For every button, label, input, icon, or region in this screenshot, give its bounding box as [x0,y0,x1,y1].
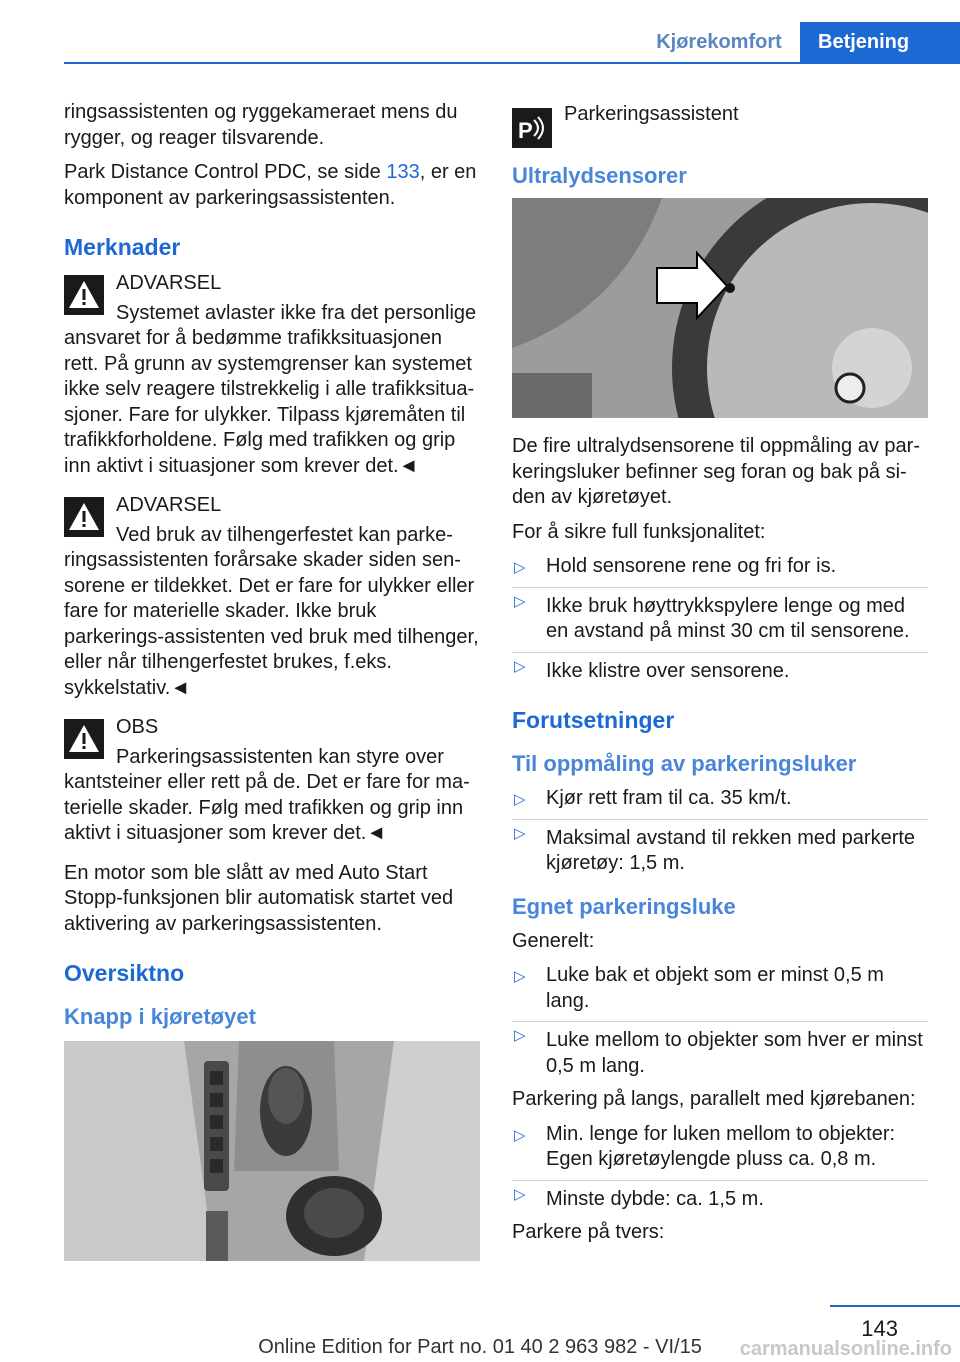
list-item [512,652,928,685]
oversikt-heading: Oversiktno [64,960,185,986]
parallel-parking-label: Parkering på langs, parallelt med kjørebanen: [512,1088,916,1110]
warning-triangle-icon [64,719,104,759]
knapp-heading: Knapp i kjøretøyet [64,1004,256,1029]
auto-start-paragraph: En motor som ble slått av med Auto Start Stopp-funksjonen blir automatisk startet ved aktivering av parkeringsassistenten. [64,861,454,935]
caution-note-3 [64,715,480,847]
list-item-text: Min. lenge for luken mellom to objekter: Egen kjøretøylengde pluss ca. 0,8 m. [546,1122,896,1170]
ultralyd-heading: Ultralydsensorer [512,163,687,188]
note-1-body: Systemet avlaster ikke fra det personlige ansvaret for å bedømme trafikksituasjonen rett. På grunn av systemgrenser kan systemet ikke selv reagere tilstrekkelig i alle trafikksitua-sjoner. Fare for ulykker. Tilpass kjøremåten til trafikkforholdene. Følg med trafikken og grip inn aktivt i situasjoner som krever det.◄ [64,301,477,477]
bullet-marker: ▷ [514,1185,526,1203]
park-assist-label: Parkeringsassistent [564,103,739,125]
sensor-paragraph: De fire ultralydsensorene til oppmåling av par-keringsluker befinner seg foran og bak på si-den av kjøretøyet. [512,435,920,508]
list-item [512,963,928,1014]
list-item-text: Hold sensorene rene og fri for is. [546,555,837,577]
bullet-marker: ▷ [514,824,526,842]
measurement-conditions-list [512,786,928,877]
list-item [512,554,928,580]
list-item [512,1122,928,1173]
list-item-text: Ikke bruk høyttrykkspylere lenge og med en avstand på minst 30 cm til sensorene. [546,594,910,642]
console-photo [64,1041,480,1261]
park-assist-button-row [512,100,928,150]
list-item [512,819,928,877]
perpendicular-parking-label: Parkere på tvers: [512,1221,665,1243]
footer-rule [830,1305,960,1307]
right-column [512,100,928,1255]
intro-paragraph: ringsassistenten og ryggekameraet mens du rygger, og reager tilsvarende. [64,101,458,149]
tab-kjorekomfort[interactable]: Kjørekomfort [656,31,782,53]
list-item [512,786,928,812]
warning-triangle-icon [64,497,104,537]
park-assist-icon[interactable] [512,108,552,148]
bullet-marker: ▷ [514,592,526,610]
list-item-text: Luke bak et objekt som er minst 0,5 m lang. [546,964,884,1012]
list-item-text: Ikke klistre over sensorene. [546,659,790,682]
bullet-marker: ▷ [514,1027,526,1044]
page-133-link[interactable]: 133 [386,161,420,183]
list-item-text: Maksimal avstand til rekken med parkerte kjøretøy: 1,5 m. [546,826,916,874]
list-item-text: Kjør rett fram til ca. 35 km/t. [546,787,792,809]
warning-triangle-icon [64,275,104,315]
note-3-title: OBS [116,716,159,738]
page-number: 143 [861,1316,898,1341]
edition-footer: Online Edition for Part no. 01 40 2 963 982 - VI/15 [258,1336,702,1358]
bullet-marker: ▷ [514,657,526,675]
list-item-text: Luke mellom to objekter som hver er minst 0,5 m lang. [546,1029,923,1077]
general-gap-list [512,963,928,1079]
forutsetninger-heading: Forutsetninger [512,707,675,733]
pdc-text-before: Park Distance Control PDC, se side [64,161,387,183]
merknader-heading: Merknader [64,234,181,260]
pdc-paragraph [64,160,480,211]
list-item [512,1180,928,1213]
bullet-marker: ▷ [514,559,526,576]
pdc-text-after: , er en komponent av parkeringsassistenten. [64,161,477,209]
egnet-heading: Egnet parkeringsluke [512,893,736,919]
list-item [512,587,928,645]
watermark: carmanualsonline.info [739,1338,952,1360]
oppmaling-heading: Til oppmåling av parkeringsluker [512,751,857,776]
list-item-text: Minste dybde: ca. 1,5 m. [546,1187,764,1210]
note-3-body: Parkeringsassistenten kan styre over kantsteiner eller rett på de. Det er fare for ma-terielle skader. Følg med trafikken og grip inn aktivt i situasjoner som krever det.◄ [64,745,470,844]
left-column [64,100,480,1261]
svg-text:P: P [518,118,533,143]
warning-note-1 [64,271,480,479]
bullet-marker: ▷ [514,791,526,808]
bullet-marker: ▷ [514,968,526,985]
generelt-label: Generelt: [512,929,595,952]
note-2-title: ADVARSEL [116,494,222,516]
warning-note-2 [64,493,480,701]
note-1-title: ADVARSEL [116,272,222,294]
tab-betjening[interactable]: Betjening [800,22,960,62]
bullet-marker: ▷ [514,1126,526,1144]
page-header [64,0,960,64]
note-2-body: Ved bruk av tilhengerfestet kan parke-ringsassistenten forårsake skader siden sen-sorene er tildekket. Det er fare for ulykker eller fare for materielle skader. Ikke bruk parkerings-assistenten ved bruk med tilhenger, eller når tilhengerfestet brukes, f.eks. sykkelstativ.◄ [64,523,479,699]
sensor-care-list [512,554,928,684]
sensor-photo [512,198,928,418]
list-item [512,1021,928,1079]
full-function-paragraph: For å sikre full funksjonalitet: [512,520,766,543]
parallel-parking-list [512,1122,928,1213]
